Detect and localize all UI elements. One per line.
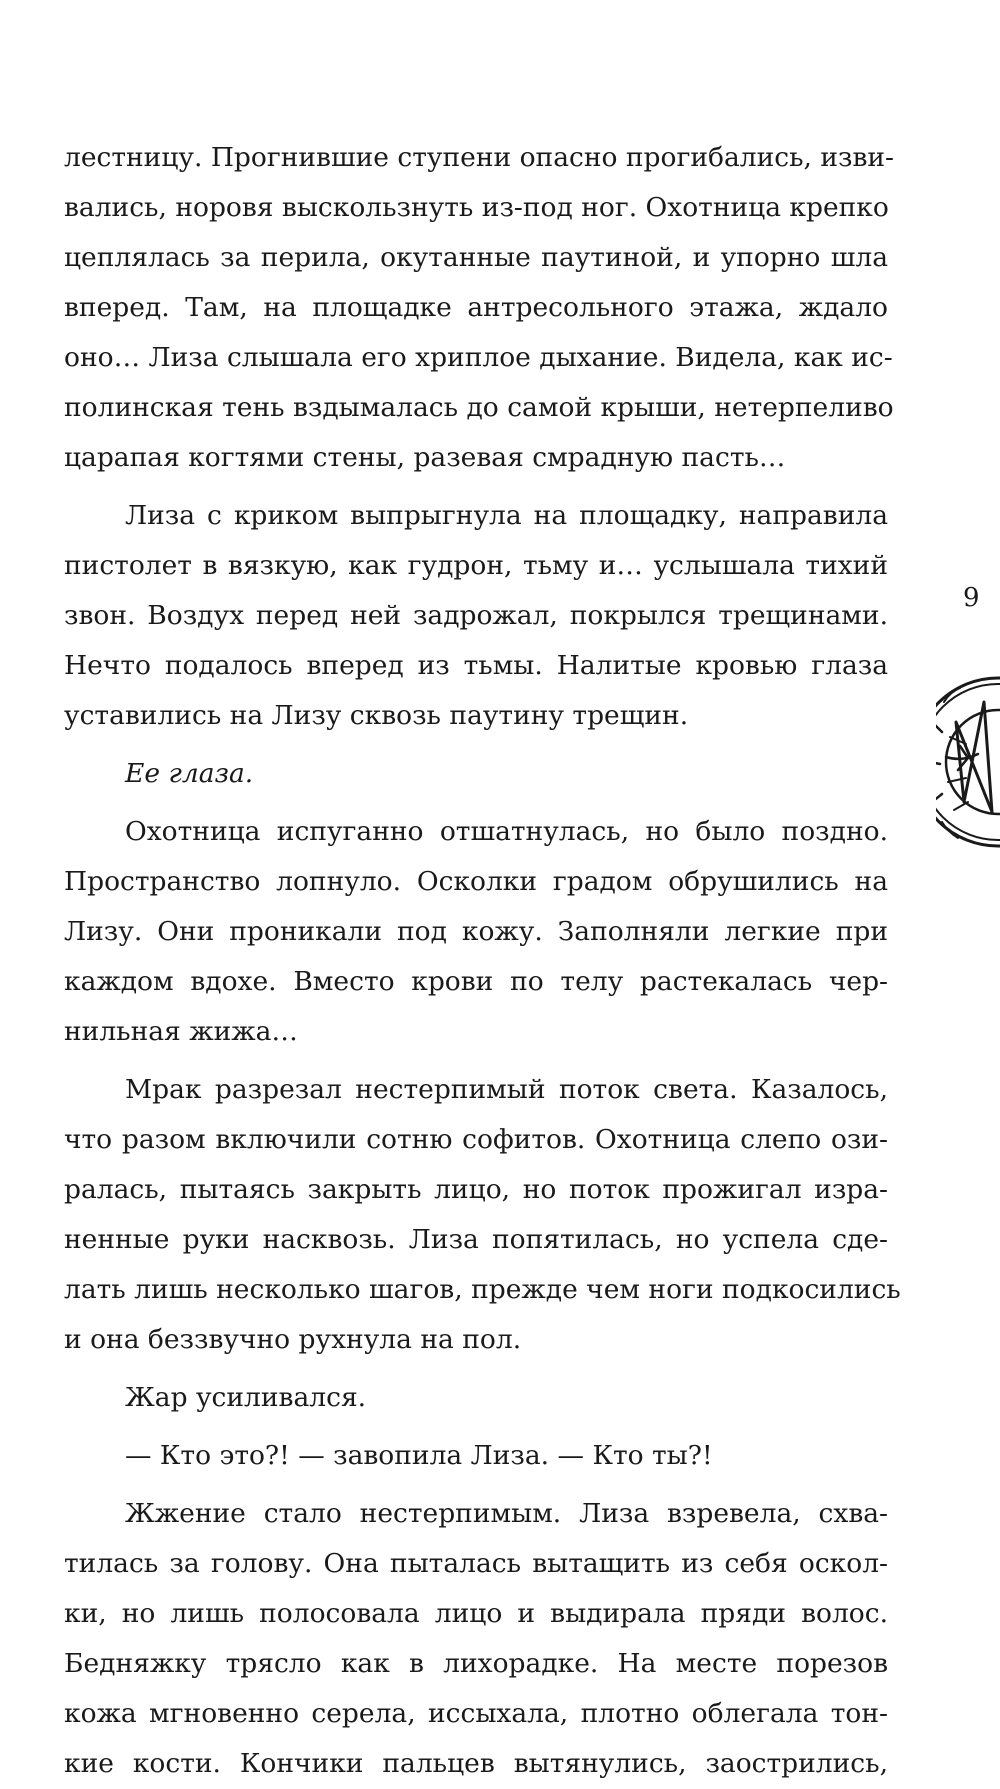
text-line: вперед. Там, на площадке антресольного этажа, ждало xyxy=(64,292,888,323)
text-line: полинская тень вздымалась до самой крыши, нетерпеливо xyxy=(64,392,894,423)
text-line: каждом вдохе. Вместо крови по телу растекалась чер- xyxy=(64,966,888,997)
text-line: нильная жижа… xyxy=(64,1016,298,1047)
text-line: тилась за голову. Она пыталась вытащить из себя оскол- xyxy=(64,1548,888,1579)
pentagram-seal-icon xyxy=(936,662,1000,862)
text-line: что разом включили сотню софитов. Охотница слепо ози- xyxy=(64,1124,888,1155)
paragraph xyxy=(64,133,895,483)
text-line: ненные руки насквозь. Лиза попятилась, но успела сде- xyxy=(64,1224,888,1255)
text-line: вались, норовя выскользнуть из-под ног. Охотница крепко xyxy=(64,192,889,223)
text-line: Нечто подалось вперед из тьмы. Налитые кровью глаза xyxy=(64,650,888,681)
text-line: ралась, пытаясь закрыть лицо, но поток прожигал изра- xyxy=(64,1174,888,1205)
paragraph xyxy=(64,749,888,799)
text-line: лестницу. Прогнившие ступени опасно прогибались, изви- xyxy=(64,142,895,173)
paragraph xyxy=(64,1373,888,1423)
text-line: Охотница испуганно отшатнулась, но было поздно. xyxy=(125,816,888,847)
paragraph xyxy=(64,1065,901,1365)
text-line: и она беззвучно рухнула на пол. xyxy=(64,1324,522,1355)
text-line: звон. Воздух перед ней задрожал, покрылся трещинами. xyxy=(64,600,888,631)
paragraph xyxy=(64,1489,888,1789)
text-line: кожа мгновенно серела, иссыхала, плотно облегала тон- xyxy=(64,1698,888,1729)
text-line: Бедняжку трясло как в лихорадке. На месте порезов xyxy=(64,1648,888,1679)
text-line: Жар усиливался. xyxy=(125,1382,367,1413)
text-line: цеплялась за перила, окутанные паутиной, и упорно шла xyxy=(64,242,888,273)
text-line: оно… Лиза слышала его хриплое дыхание. Видела, как ис- xyxy=(64,342,893,373)
text-line: уставились на Лизу сквозь паутину трещин. xyxy=(64,700,689,731)
text-line: Лиза с криком выпрыгнула на площадку, направила xyxy=(125,500,888,531)
paragraph xyxy=(64,807,888,1057)
text-line: ки, но лишь полосовала лицо и выдирала пряди волос. xyxy=(64,1598,888,1629)
paragraph xyxy=(64,1431,888,1481)
text-line: Пространство лопнуло. Осколки градом обрушились на xyxy=(64,866,888,897)
text-line: Ее глаза. xyxy=(125,758,254,789)
text-line: кие кости. Кончики пальцев вытянулись, заострились, xyxy=(64,1748,888,1779)
text-line: царапая когтями стены, разевая смрадную пасть… xyxy=(64,442,786,473)
page-number: 9 xyxy=(963,583,980,613)
text-line: пистолет в вязкую, как гудрон, тьму и… услышала тихий xyxy=(64,550,888,581)
text-line: — Кто это?! — завопила Лиза. — Кто ты?! xyxy=(125,1440,713,1471)
page-text xyxy=(64,133,901,1789)
text-line: Жжение стало нестерпимым. Лиза взревела, схва- xyxy=(125,1498,888,1529)
text-line: Лизу. Они проникали под кожу. Заполняли легкие при xyxy=(64,916,888,947)
text-line: лать лишь несколько шагов, прежде чем ноги подкосились xyxy=(64,1274,901,1305)
text-line: Мрак разрезал нестерпимый поток света. Казалось, xyxy=(125,1074,888,1105)
paragraph xyxy=(64,491,888,741)
